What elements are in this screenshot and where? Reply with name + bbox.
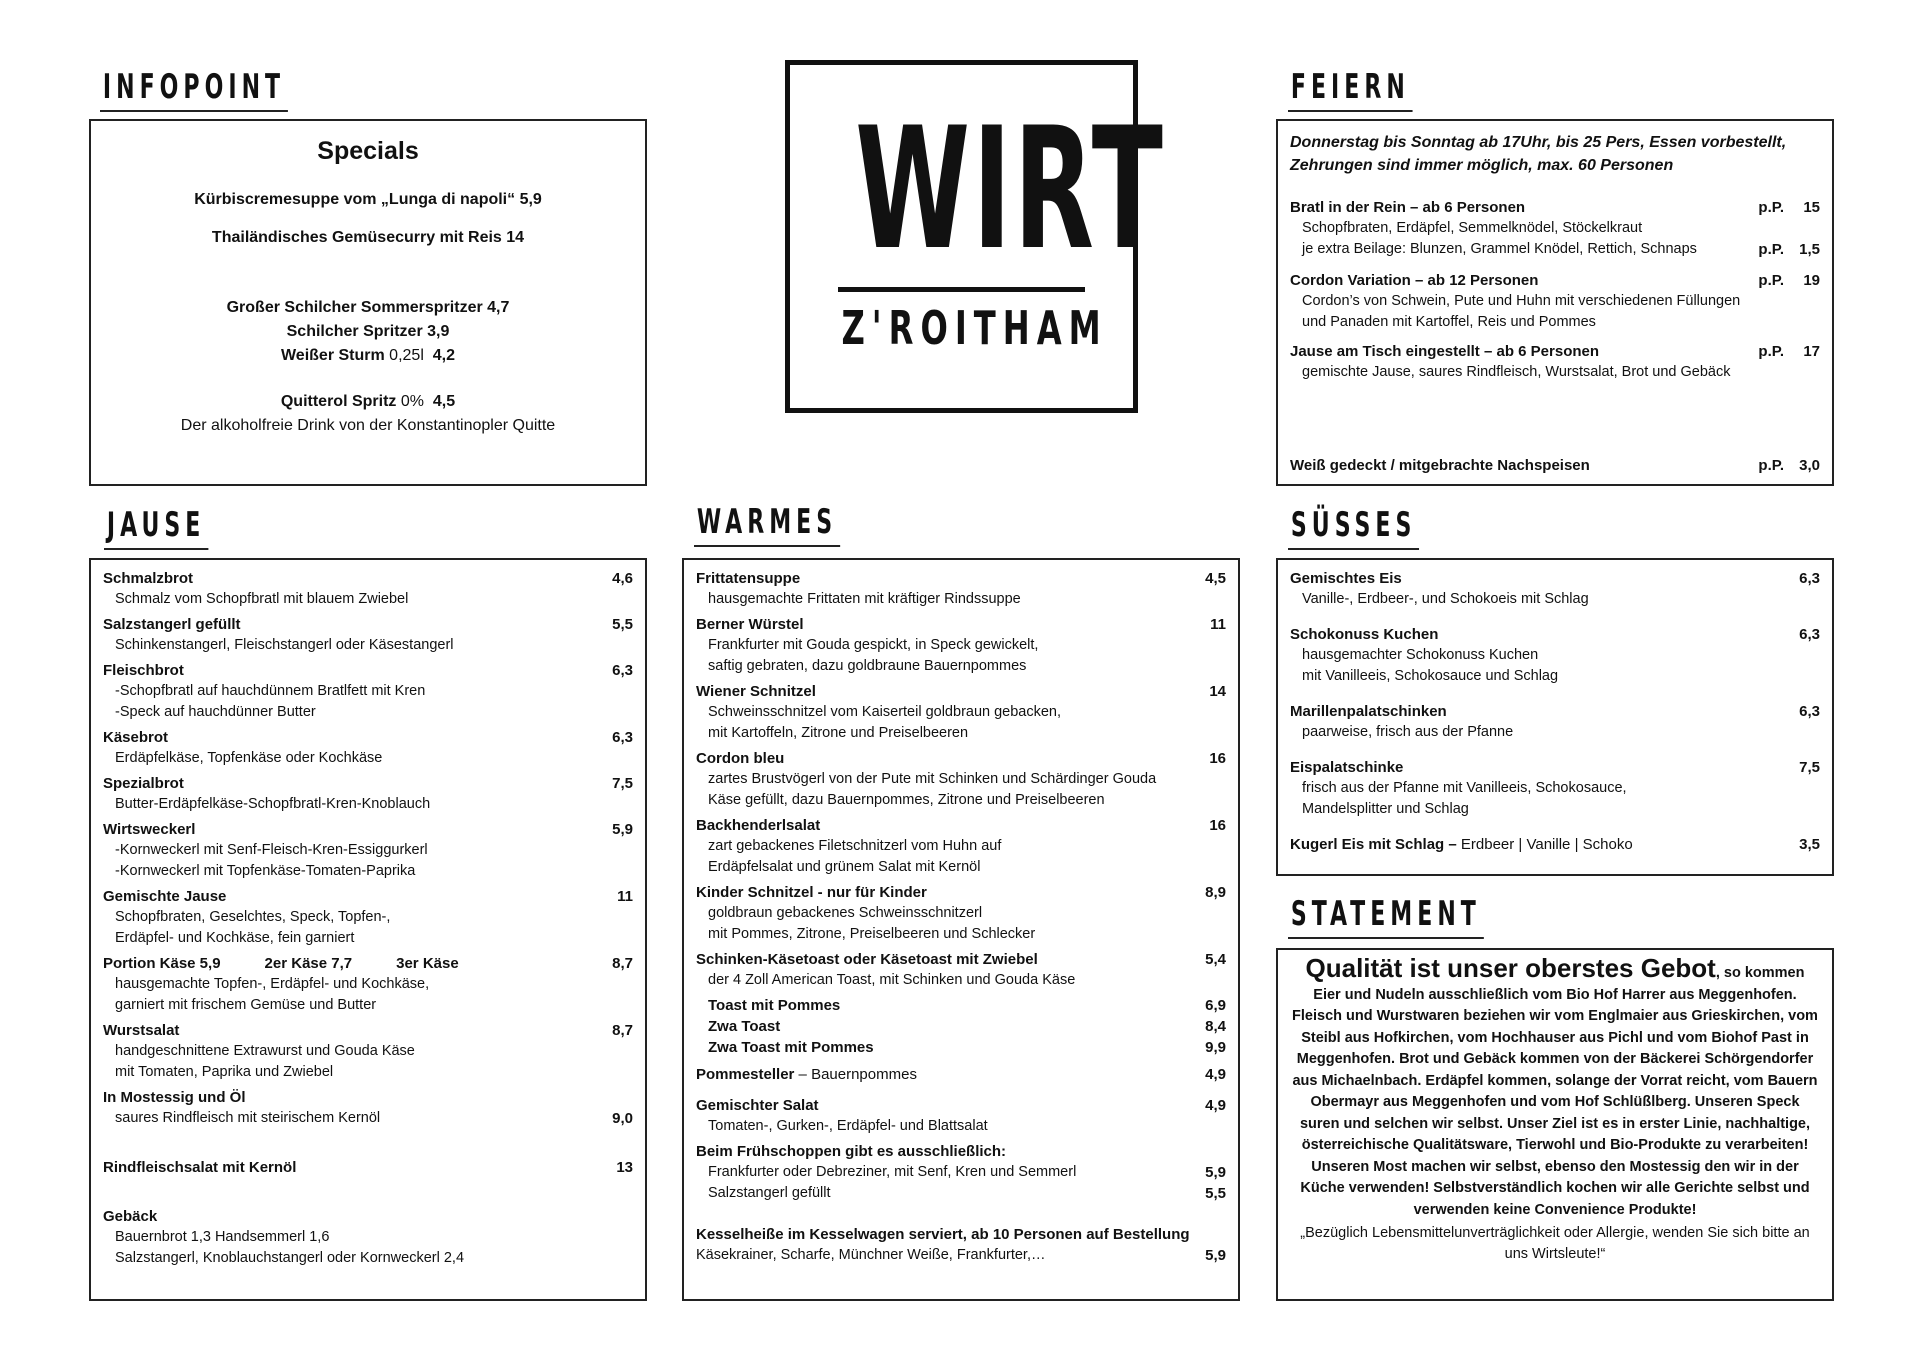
warmes-box [682, 558, 1240, 1301]
item-name: Kesselheiße im Kesselwagen serviert, ab 10 Personen auf Bestellung [696, 1226, 1190, 1243]
item-price: 4,9 [1205, 1066, 1226, 1083]
item-desc: goldbraun gebackenes Schweinsschnitzerl [708, 905, 983, 921]
feiern-item-name: Cordon Variation – ab 12 Personen [1290, 272, 1539, 289]
toast-option-price: 6,9 [1205, 997, 1226, 1014]
jause-portion-item [103, 953, 633, 1016]
item-name: Wurstsalat [103, 1022, 180, 1039]
item-price: 6,3 [1799, 626, 1820, 643]
item-desc: Schinkenstangerl, Fleischstangerl oder Käsestangerl [115, 637, 454, 653]
warmes-item-pommesteller [696, 1064, 1226, 1085]
menu-item [696, 748, 1226, 811]
feiern-item-price: p.P. 17 [1758, 343, 1820, 360]
item-price: 9,0 [612, 1110, 633, 1127]
item-price: 7,5 [1799, 759, 1820, 776]
feiern-item [1290, 270, 1820, 333]
item-desc: Frankfurter mit Gouda gespickt, in Speck gewickelt, [708, 637, 1039, 653]
item-price: 5,9 [612, 821, 633, 838]
statement-quote: „Bezüglich Lebensmittelunverträglichkeit oder Allergie, wenden Sie sich bitte an uns Wirtsleute!“ [1300, 1225, 1810, 1262]
item-name: Schinken-Käsetoast oder Käsetoast mit Zwiebel [696, 951, 1038, 968]
menu-item [103, 614, 633, 656]
item-name: Wirtsweckerl [103, 821, 196, 838]
suesses-box [1276, 558, 1834, 876]
menu-item [103, 773, 633, 815]
warmes-heading: WARMES [694, 503, 840, 547]
warmes-item-salat [696, 1095, 1226, 1137]
item-price: 8,9 [1205, 884, 1226, 901]
quitte-pct: 0% [400, 393, 424, 410]
logo-rule [838, 287, 1085, 292]
warmes-item-kessel [696, 1224, 1226, 1266]
item-name: Kinder Schnitzel - nur für Kinder [696, 884, 927, 901]
item-name: Pommesteller – Bauernpommes [696, 1066, 917, 1083]
item-price: 11 [1210, 616, 1226, 633]
item-desc: Salzstangerl, Knoblauchstangerl oder Kornweckerl 2,4 [115, 1250, 465, 1266]
sturm-price: 4,2 [432, 347, 456, 364]
feiern-intro [1290, 131, 1820, 177]
menu-item [103, 886, 633, 949]
item-name: Gemischte Jause [103, 888, 227, 905]
item-desc: handgeschnittene Extrawurst und Gouda Käse [115, 1043, 415, 1059]
suesses-list [1290, 568, 1820, 820]
item-price: 6,3 [1799, 703, 1820, 720]
menu-item [696, 681, 1226, 744]
item-name: Cordon bleu [696, 750, 785, 767]
item-desc: hausgemachte Frittaten mit kräftiger Rindssuppe [708, 591, 1021, 607]
infopoint-heading: INFOPOINT [100, 68, 288, 112]
feiern-heading: FEIERN [1288, 68, 1413, 112]
warmes-list [696, 568, 1226, 991]
item-name: Backhenderlsalat [696, 817, 821, 834]
item-name: Wiener Schnitzel [696, 683, 816, 700]
item-price: 13 [616, 1159, 633, 1176]
menu-item [103, 819, 633, 882]
item-desc: saures Rindfleisch mit steirischem Kernöl [115, 1110, 381, 1126]
feiern-item-desc: und Panaden mit Kartoffel, Reis und Pommes [1302, 314, 1596, 330]
statement-lead: Qualität ist unser oberstes Gebot [1305, 953, 1716, 983]
jause-item-wurstsalat [103, 1020, 633, 1083]
item-desc: Käsekrainer, Scharfe, Münchner Weiße, Frankfurter,… [696, 1247, 1046, 1263]
item-name: Käsebrot [103, 729, 169, 746]
quitte-price: 4,5 [432, 393, 456, 410]
feiern-item-name: Jause am Tisch eingestellt – ab 6 Personen [1290, 343, 1600, 360]
feiern-item-desc: Cordon’s von Schwein, Pute und Huhn mit verschiedenen Füllungen [1302, 293, 1741, 309]
item-price: 11 [617, 888, 633, 905]
feiern-box [1276, 119, 1834, 486]
portion-desc: garniert mit frischem Gemüse und Butter [115, 997, 377, 1013]
menu-item [696, 882, 1226, 945]
item-name: In Mostessig und Öl [103, 1089, 246, 1106]
item-price: 14 [1209, 683, 1226, 700]
item-price: 5,9 [1205, 1247, 1226, 1264]
feiern-item-desc: je extra Beilage: Blunzen, Grammel Knödel, Rettich, Schnaps [1302, 241, 1697, 257]
special-line-quitte [91, 390, 645, 414]
item-name: Salzstangerl gefüllt [103, 616, 241, 633]
feiern-item-price: p.P. 15 [1758, 199, 1820, 216]
item-desc: Schmalz vom Schopfbratl mit blauem Zwiebel [115, 591, 409, 607]
jause-list [103, 568, 633, 949]
menu-item [696, 949, 1226, 991]
item-desc: frisch aus der Pfanne mit Vanilleeis, Schokosauce, [1302, 780, 1627, 796]
toast-option-price: 8,4 [1205, 1018, 1226, 1035]
jause-item-most [103, 1087, 633, 1129]
statement-text [1290, 953, 1820, 1221]
sturm-name: Weißer Sturm [280, 347, 385, 364]
feiern-intro-line: Zehrungen sind immer möglich, max. 60 Personen [1290, 157, 1674, 174]
feiern-item [1290, 341, 1820, 383]
menu-item [1290, 701, 1820, 743]
item-desc: mit Pommes, Zitrone, Preiselbeeren und Schlecker [708, 926, 1036, 942]
item-price: 6,3 [612, 662, 633, 679]
item-desc: Tomaten-, Gurken-, Erdäpfel- und Blattsalat [708, 1118, 988, 1134]
menu-item [103, 660, 633, 723]
item-price: 5,4 [1205, 951, 1226, 968]
item-price: 16 [1209, 817, 1226, 834]
infopoint-box [89, 119, 647, 486]
menu-item [696, 815, 1226, 878]
item-desc: mit Tomaten, Paprika und Zwiebel [115, 1064, 334, 1080]
logo-main-text: WIRT [855, 91, 1166, 287]
item-desc: Erdäpfelkäse, Topfenkäse oder Kochkäse [115, 750, 383, 766]
item-desc: Erdäpfelsalat und grünem Salat mit Kernöl [708, 859, 981, 875]
feiern-last-name: Weiß gedeckt / mitgebrachte Nachspeisen [1290, 457, 1590, 474]
item-desc: -Speck auf hauchdünner Butter [115, 704, 316, 720]
item-desc: Erdäpfel- und Kochkäse, fein garniert [115, 930, 355, 946]
item-desc: Mandelsplitter und Schlag [1302, 801, 1469, 817]
menu-item [696, 614, 1226, 677]
jause-item-rind [103, 1157, 633, 1178]
item-desc: -Kornweckerl mit Senf-Fleisch-Kren-Essiggurkerl [115, 842, 428, 858]
statement-heading: STATEMENT [1288, 895, 1484, 939]
jause-heading: JAUSE [104, 506, 208, 550]
toast-option-name: Zwa Toast mit Pommes [708, 1039, 874, 1056]
item-name: Fleischbrot [103, 662, 184, 679]
item-name: Schokonuss Kuchen [1290, 626, 1439, 643]
menu-item [696, 568, 1226, 610]
statement-body: , so kommen Eier und Nudeln ausschließlich vom Bio Hof Harrer aus Meggenhofen. Fleisch und Wurstwaren beziehen wir vom Englmaier aus Grieskirchen, vom Steibl aus Hofkirchen, vom Hochhauser aus Pichl und vom Biohof Past in Meggenhofen. Brot und Gebäck kommen von der Bäckerei Schörgendorfer aus Michaelnbach. Erdäpfel kommen, solange der Vorrat reicht, vom Bauern Obermayr aus Meggenhofen und vom Hof Schlüßlberg. Unseren Speck suren und selchen wir selbst. Unser Ziel ist es in erster Linie, nachhaltige, österreichische Qualitätsware, Tierwohl und Bio-Produkte zu verarbeiten! Unseren Most machen wir selbst, ebenso den Mostessig den wir in der Küche verwenden! Selbstverständlich kochen wir alle Gerichte selbst und verwenden keine Convenience Produkte! [1292, 965, 1818, 1218]
item-name: Rindfleischsalat mit Kernöl [103, 1159, 297, 1176]
item-desc: der 4 Zoll American Toast, mit Schinken und Gouda Käse [708, 972, 1076, 988]
specials-title: Specials [317, 137, 419, 165]
item-price: 5,5 [1205, 1185, 1226, 1202]
item-desc: Salzstangerl gefüllt [708, 1185, 831, 1201]
item-desc: saftig gebraten, dazu goldbraune Bauernpommes [708, 658, 1027, 674]
item-name: Eispalatschinke [1290, 759, 1404, 776]
item-desc: -Schopfbratl auf hauchdünnem Bratlfett mit Kren [115, 683, 426, 699]
portion-price: 8,7 [612, 955, 633, 972]
item-desc: -Kornweckerl mit Topfenkäse-Tomaten-Paprika [115, 863, 416, 879]
logo [785, 60, 1166, 413]
quitte-desc: Der alkoholfreie Drink von der Konstantinopler Quitte [180, 417, 556, 434]
item-name: Frittatensuppe [696, 570, 801, 587]
feiern-item-name: Bratl in der Rein – ab 6 Personen [1290, 199, 1526, 216]
item-desc: Schweinsschnitzel vom Kaiserteil goldbraun gebacken, [708, 704, 1062, 720]
item-name: Berner Würstel [696, 616, 804, 633]
item-price: 7,5 [612, 775, 633, 792]
logo-sub-text: Z'ROITHAM [841, 301, 1108, 355]
feiern-last-price: p.P. 3,0 [1758, 457, 1820, 474]
quitte-name: Quitterol Spritz [280, 393, 397, 410]
item-name: Gemischtes Eis [1290, 570, 1402, 587]
special-line-sturm [91, 344, 645, 368]
item-name: Kugerl Eis mit Schlag – Erdbeer | Vanille | Schoko [1290, 836, 1633, 853]
feiern-item [1290, 197, 1820, 260]
item-desc: zartes Brustvögerl von der Pute mit Schinken und Schärdinger Gouda [708, 771, 1157, 787]
suesses-heading: SÜSSES [1288, 506, 1419, 550]
item-price: 3,5 [1799, 836, 1820, 853]
menu-item [1290, 624, 1820, 687]
item-price: 8,7 [612, 1022, 633, 1039]
item-desc: Käse gefüllt, dazu Bauernpommes, Zitrone und Preiselbeeren [708, 792, 1105, 808]
item-price: 4,5 [1205, 570, 1226, 587]
feiern-item-price: p.P. 1,5 [1758, 241, 1820, 258]
jause-item-gebaeck [103, 1206, 633, 1269]
item-desc: Bauernbrot 1,3 Handsemmerl 1,6 [115, 1229, 330, 1245]
item-desc: mit Vanilleeis, Schokosauce und Schlag [1302, 668, 1559, 684]
warmes-item-fruehschoppen [696, 1141, 1226, 1204]
portion-option: 3er Käse [396, 955, 459, 972]
item-desc: hausgemachter Schokonuss Kuchen [1302, 647, 1539, 663]
item-desc: mit Kartoffeln, Zitrone und Preiselbeeren [708, 725, 969, 741]
toast-option-name: Zwa Toast [708, 1018, 781, 1035]
statement-box [1276, 948, 1834, 1301]
item-price: 6,3 [612, 729, 633, 746]
item-name: Spezialbrot [103, 775, 184, 792]
item-desc: Butter-Erdäpfelkäse-Schopfbratl-Kren-Knoblauch [115, 796, 431, 812]
feiern-intro-line: Donnerstag bis Sonntag ab 17Uhr, bis 25 Pers, Essen vorbestellt, [1290, 134, 1787, 151]
portion-option: 2er Käse 7,7 [264, 955, 353, 972]
special-line: Schilcher Spritzer 3,9 [286, 323, 450, 340]
item-name: Gebäck [103, 1208, 158, 1225]
feiern-item-desc: Schopfbraten, Erdäpfel, Semmelknödel, Stöckelkraut [1302, 220, 1643, 236]
toast-options [696, 995, 1226, 1058]
item-price: 5,9 [1205, 1164, 1226, 1181]
item-name: Schmalzbrot [103, 570, 194, 587]
special-line: Kürbiscremesuppe vom „Lunga di napoli“ 5,9 [194, 191, 542, 208]
feiern-last-row [1290, 455, 1820, 476]
menu-item [1290, 568, 1820, 610]
special-line: Großer Schilcher Sommerspritzer 4,7 [226, 299, 510, 316]
item-price: 4,6 [612, 570, 633, 587]
item-desc: Frankfurter oder Debreziner, mit Senf, Kren und Semmerl [708, 1164, 1077, 1180]
feiern-item-price: p.P. 19 [1758, 272, 1820, 289]
item-desc: Vanille-, Erdbeer-, und Schokoeis mit Schlag [1302, 591, 1589, 607]
sturm-size: 0,25l [389, 347, 424, 364]
suesses-item-kugerl [1290, 834, 1820, 855]
item-name: Beim Frühschoppen gibt es ausschließlich: [696, 1143, 1007, 1160]
portion-options [103, 953, 459, 974]
portion-option: Portion Käse 5,9 [103, 955, 221, 972]
item-desc: Schopfbraten, Geselchtes, Speck, Topfen-, [115, 909, 391, 925]
item-price: 4,9 [1205, 1097, 1226, 1114]
item-name: Marillenpalatschinken [1290, 703, 1447, 720]
jause-box [89, 558, 647, 1301]
item-price: 6,3 [1799, 570, 1820, 587]
special-line: Thailändisches Gemüsecurry mit Reis 14 [211, 229, 525, 246]
item-price: 5,5 [612, 616, 633, 633]
menu-item [103, 568, 633, 610]
toast-option-name: Toast mit Pommes [708, 997, 841, 1014]
portion-desc: hausgemachte Topfen-, Erdäpfel- und Kochkäse, [115, 976, 430, 992]
menu-item [103, 727, 633, 769]
item-price: 16 [1209, 750, 1226, 767]
menu-item [1290, 757, 1820, 820]
item-desc: zart gebackenes Filetschnitzerl vom Huhn auf [708, 838, 1002, 854]
item-desc: paarweise, frisch aus der Pfanne [1302, 724, 1514, 740]
toast-option-price: 9,9 [1205, 1039, 1226, 1056]
item-name: Gemischter Salat [696, 1097, 819, 1114]
feiern-item-desc: gemischte Jause, saures Rindfleisch, Wurstsalat, Brot und Gebäck [1302, 364, 1731, 380]
